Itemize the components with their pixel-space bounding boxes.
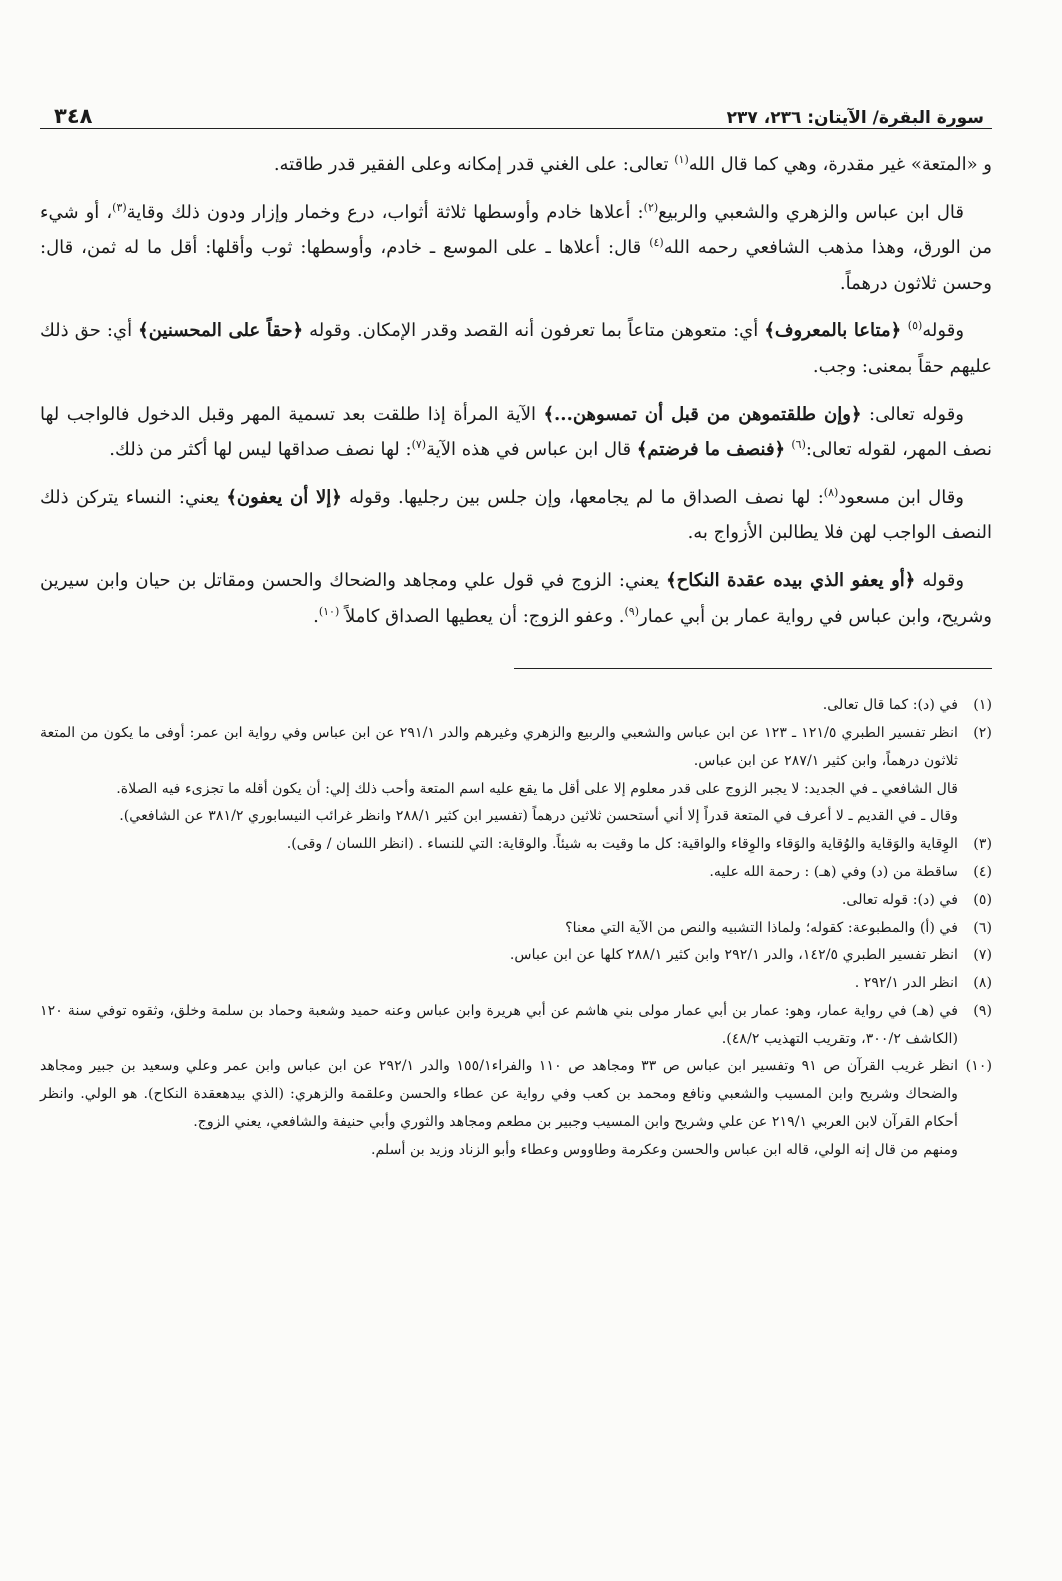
footnote-number: (٢): [973, 724, 992, 741]
footnote-5: [40, 887, 992, 915]
text-run: قال ابن عباس في هذه الآية: [426, 439, 637, 461]
footnotes: [40, 692, 992, 1165]
footnote-2: [40, 720, 992, 776]
footnote-number: (١): [973, 697, 992, 714]
text-run: قال ابن عباس والزهري والشعبي والربيع: [658, 201, 965, 223]
text-run: .: [313, 605, 319, 627]
footnote-2-cont-b: [40, 803, 992, 831]
text-run: أي: متعوهن متاعاً بما تعرفون أنه القصد وقدر الإمكان. وقوله: [303, 320, 765, 342]
footnote-ref[interactable]: (١): [674, 153, 689, 166]
footnote-ref[interactable]: (٢): [643, 200, 659, 214]
footnote-ref[interactable]: (٣): [112, 200, 127, 214]
quran-quote: ﴿فنصف ما فرضتم﴾: [636, 439, 792, 461]
footnote-text: في (د): كما قال تعالى.: [822, 697, 958, 714]
footnote-9: [40, 998, 992, 1054]
book-page: [40, 92, 992, 1165]
footnote-ref[interactable]: (٩): [624, 604, 640, 618]
footnote-3: [40, 831, 992, 859]
footnote-ref[interactable]: (٤): [649, 236, 664, 250]
paragraph-2: [40, 195, 992, 302]
footnote-ref[interactable]: (١٠): [318, 604, 340, 618]
text-run: : أعلاها خادم وأوسطها ثلاثة أثواب، درع وخمار وإزار ودون ذلك وقاية: [126, 201, 644, 223]
footnote-text: انظر غريب القرآن ص ٩١ وتفسير ابن عباس ص ٣٣ ومجاهد ص ١١٠ والفراء١٥٥/١ والدر ٢٩٢/١ عن ابن عباس وابن عمر وعلي وسعيد بن جبير ومجاهد والضحاك وشريح وابن المسيب والشعبي ونافع ومحمد بن كعب وفي رواية عن عطاء والحسن وعلقمة والزهري: (الذي بيدهعقدة النكاح). هو الولي. وانظر أحكام القرآن لابن العربي ٢١٩/١ عن علي وشريح وابن المسيب وجبير بن مطعم ومجاهد والثوري وأبي حنيفة والشافعي، يعني الزوج.: [40, 1058, 959, 1131]
footnote-number: (٥): [973, 891, 992, 908]
footnote-text: في (هـ) في رواية عمار، وهو: عمار بن أبي عمار مولى بني هاشم عن أبي هريرة وابن عباس وعنه حميد وشعبة وحماد بن سلمة وخلق، وثقوه توفي سنة ١٢٠ (الكاشف ٣٠٠/٢، وتقريب التهذيب ٤٨/٢).: [40, 1002, 958, 1047]
footnote-number: (٣): [973, 836, 992, 853]
footnote-number: (٤): [973, 863, 992, 880]
footnote-8: [40, 970, 992, 998]
running-title: سورة البقرة/ الآيتان: ٢٣٦، ٢٣٧: [726, 108, 984, 128]
text-run: تعالى: على الغني قدر إمكانه وعلى الفقير قدر طاقته.: [273, 154, 675, 175]
footnote-10-cont: [40, 1137, 992, 1165]
footnote-1: [40, 692, 992, 720]
quran-quote: ﴿إلا أن يعفون﴾: [226, 486, 342, 508]
footnote-text: وقال ـ في القديم ـ لا أعرف في المتعة قدراً إلا أني أستحسن ثلاثين درهماً (تفسير ابن كثير ٢٨٨/١ وانظر غرائب النيسابوري ٣٨١/٢ عن الشافعي).: [119, 808, 958, 825]
text-run: وقوله: [922, 320, 965, 342]
footnote-ref[interactable]: (٦): [791, 438, 806, 452]
footnote-number: (٦): [973, 919, 992, 936]
text-run: أي: حق ذلك عليهم حقاً بمعنى: وجب.: [40, 320, 992, 377]
text-run: يعني: الزوج في قول علي ومجاهد والضحاك والحسن ومقاتل بن حيان وابن سيرين وشريح، وابن عباس في رواية عمار بن أبي عمار: [40, 569, 992, 627]
footnote-number: (٩): [973, 1002, 992, 1019]
footnote-number: (١٠): [965, 1058, 993, 1075]
text-run: وقوله تعالى:: [861, 403, 965, 425]
page-number: ٣٤٨: [54, 104, 93, 128]
separator-line: [514, 668, 992, 669]
footnote-text: انظر تفسير الطبري ١٤٢/٥، والدر ٢٩٢/١ وابن كثير ٢٨٨/١ كلها عن ابن عباس.: [509, 947, 958, 964]
text-run: وقوله: [915, 569, 965, 591]
text-run: : لها نصف صداقها ليس لها أكثر من ذلك.: [109, 439, 412, 461]
footnote-number: (٨): [973, 975, 992, 992]
paragraph-6: [40, 563, 992, 634]
text-run: . وعفو الزوج: أن يعطيها الصداق كاملاً: [339, 605, 625, 627]
text-run: الآية المرأة إذا طلقت بعد تسمية المهر وقبل الدخول فالواجب لها نصف المهر، لقوله تعالى:: [40, 403, 992, 461]
main-text: [40, 147, 992, 634]
paragraph-4: [40, 397, 992, 468]
quran-quote: ﴿متاعا بالمعروف﴾: [764, 320, 908, 342]
paragraph-1: [40, 147, 992, 183]
footnote-text: الوِقاية والوَقاية والوُقاية والوَقاء والوِقاء والواقية: كل ما وقيت به شيئاً. والوقاية: التي للنساء . (انظر اللسان / وقى).: [286, 836, 958, 853]
footnote-text: انظر الدر ٢٩٢/١ .: [854, 975, 958, 992]
footnote-text: ومنهم من قال إنه الولي، قاله ابن عباس والحسن وعكرمة وطاووس وعطاء وأبو الزناد وزيد بن أسلم.: [370, 1141, 958, 1158]
footnote-2-cont-a: [40, 776, 992, 804]
text-run: وقال ابن مسعود: [838, 486, 965, 508]
footnote-number: (٧): [973, 947, 992, 964]
quran-quote: ﴿أو يعفو الذي بيده عقدة النكاح﴾: [666, 569, 916, 591]
footnote-text: قال الشافعي ـ في الجديد: لا يجبر الزوج على قدر معلوم إلا على أقل ما يقع عليه اسم المتعة وأحب ذلك إلي: أن يكون أقله ما تجزىء فيه الصلاة.: [116, 780, 958, 797]
footnote-4: [40, 859, 992, 887]
footnote-text: ساقطة من (د) وفي (هـ) : رحمة الله عليه.: [709, 863, 958, 880]
quran-quote: ﴿حقاً على المحسنين﴾: [138, 320, 304, 342]
footnote-separator: [40, 646, 992, 684]
text-run: يعني: النساء يتركن ذلك النصف الواجب لهن فلا يطالبن الأزواج به.: [40, 486, 992, 544]
text-run: و «المتعة» غير مقدرة، وهي كما قال الله: [688, 154, 992, 175]
footnote-ref[interactable]: (٧): [411, 438, 427, 452]
quran-quote: ﴿وإن طلقتموهن من قبل أن تمسوهن...﴾: [543, 403, 862, 425]
footnote-ref[interactable]: (٨): [823, 485, 839, 499]
text-run: قال: أعلاها ـ على الموسع ـ خادم، وأوسطها: ثوب وأقلها: أقل ما له ثمن، قال: وحسن ثلاثون درهماً.: [40, 237, 992, 294]
footnote-text: انظر تفسير الطبري ١٢١/٥ ـ ١٢٣ عن ابن عباس والشعبي والربيع والزهري وغيرهم والدر ٢٩١/١ عن ابن عباس وفي رواية ابن عمر: أوفى ما يكون من المتعة ثلاثون درهماً، وابن كثير ٢٨٧/١ عن ابن عباس.: [40, 724, 958, 769]
footnote-ref[interactable]: (٥): [907, 319, 923, 333]
paragraph-3: [40, 313, 992, 384]
footnote-10: [40, 1053, 992, 1136]
text-run: ، أو شيء من الورق، وهذا مذهب الشافعي رحمه الله: [40, 201, 992, 259]
footnote-6: [40, 915, 992, 943]
footnote-text: في (د): قوله تعالى.: [841, 891, 958, 908]
page-header: [40, 92, 992, 129]
footnote-7: [40, 942, 992, 970]
footnote-text: في (أ) والمطبوعة: كقوله؛ ولماذا التشبيه والنص من الآية التي معنا؟: [565, 919, 958, 936]
text-run: : لها نصف الصداق ما لم يجامعها، وإن جلس بين رجليها. وقوله: [341, 486, 824, 508]
paragraph-5: [40, 480, 992, 551]
